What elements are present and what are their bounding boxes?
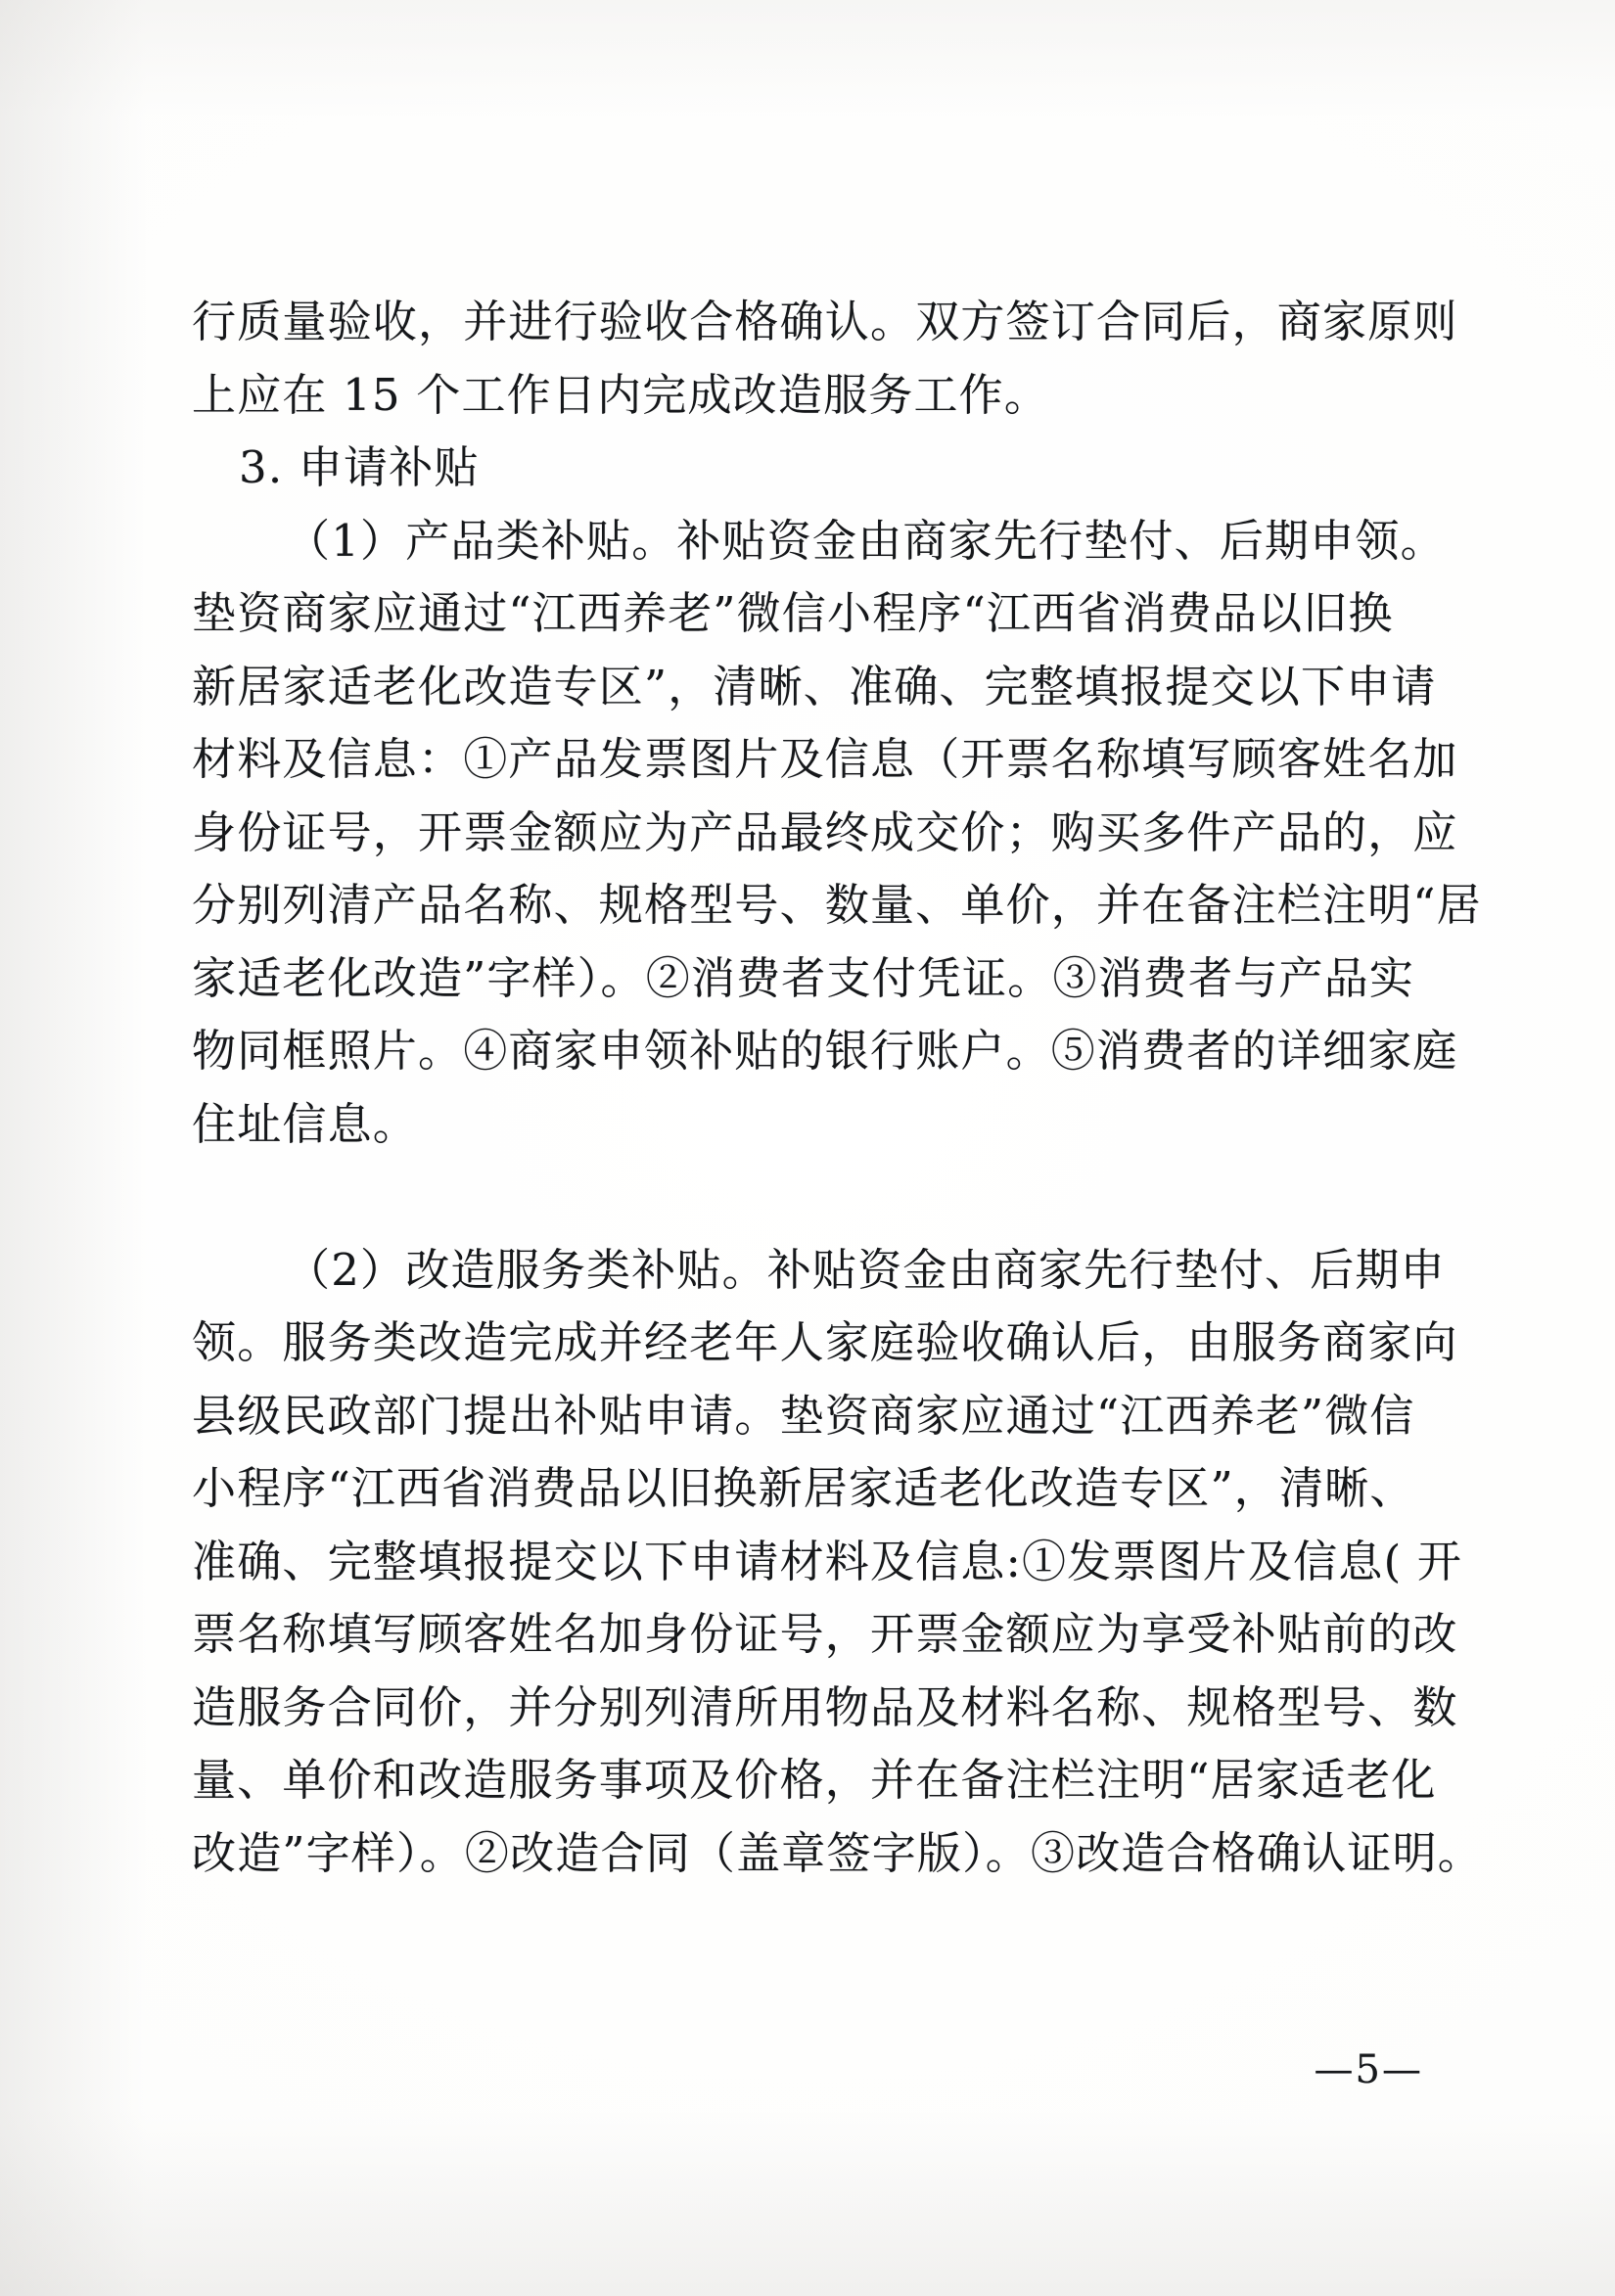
document-line: 准确、完整填报提交以下申请材料及信息:①发票图片及信息( 开 bbox=[192, 1535, 1463, 1587]
document-text-body bbox=[192, 286, 1484, 1890]
document-line: 票名称填写顾客姓名加身份证号，开票金额应为享受补贴前的改 bbox=[192, 1608, 1458, 1660]
document-line: （1）产品类补贴。补贴资金由商家先行垫付、后期申领。 bbox=[286, 514, 1446, 567]
page-number: —5— bbox=[1314, 2047, 1423, 2092]
document-line: 身份证号，开票金额应为产品最终成交价；购买多件产品的，应 bbox=[192, 805, 1458, 858]
document-line: 分别列清产品名称、规格型号、数量、单价，并在备注栏注明“居 bbox=[192, 879, 1482, 931]
document-line: 新居家适老化改造专区”，清晰、准确、完整填报提交以下申请 bbox=[192, 660, 1437, 712]
document-line: 物同框照片。④商家申领补贴的银行账户。⑤消费者的详细家庭 bbox=[192, 1025, 1458, 1077]
document-line: 行质量验收，并进行验收合格确认。双方签订合同后，商家原则 bbox=[192, 296, 1458, 347]
document-line: （2）改造服务类补贴。补贴资金由商家先行垫付、后期申 bbox=[286, 1243, 1446, 1296]
document-line: 小程序“江西省消费品以旧换新居家适老化改造专区”，清晰、 bbox=[192, 1462, 1415, 1514]
paragraph-gap bbox=[192, 1161, 1437, 1234]
document-line: 材料及信息：①产品发票图片及信息（开票名称填写顾客姓名加 bbox=[192, 733, 1458, 785]
document-line: 3. 申请补贴 bbox=[239, 441, 480, 493]
document-line: 垫资商家应通过“江西养老”微信小程序“江西省消费品以旧换 bbox=[192, 587, 1394, 639]
document-line: 家适老化改造”字样）。②消费者支付凭证。③消费者与产品实 bbox=[192, 951, 1415, 1004]
document-line: 改造”字样）。②改造合同（盖章签字版）。③改造合格确认证明。 bbox=[192, 1826, 1484, 1879]
document-line: 领。服务类改造完成并经老年人家庭验收确认后，由服务商家向 bbox=[192, 1316, 1458, 1368]
scan-shading-bottom bbox=[0, 2110, 1615, 2296]
scan-shading-top bbox=[0, 0, 1615, 117]
document-line: 县级民政部门提出补贴申请。垫资商家应通过“江西养老”微信 bbox=[192, 1389, 1415, 1442]
scan-shading-left bbox=[0, 0, 147, 2296]
document-line: 造服务合同价，并分别列清所用物品及材料名称、规格型号、数 bbox=[192, 1680, 1458, 1733]
document-line: 上应在 15 个工作日内完成改造服务工作。 bbox=[192, 368, 1050, 421]
document-line: 住址信息。 bbox=[192, 1097, 419, 1150]
document-line: 量、单价和改造服务事项及价格，并在备注栏注明“居家适老化 bbox=[192, 1754, 1437, 1806]
